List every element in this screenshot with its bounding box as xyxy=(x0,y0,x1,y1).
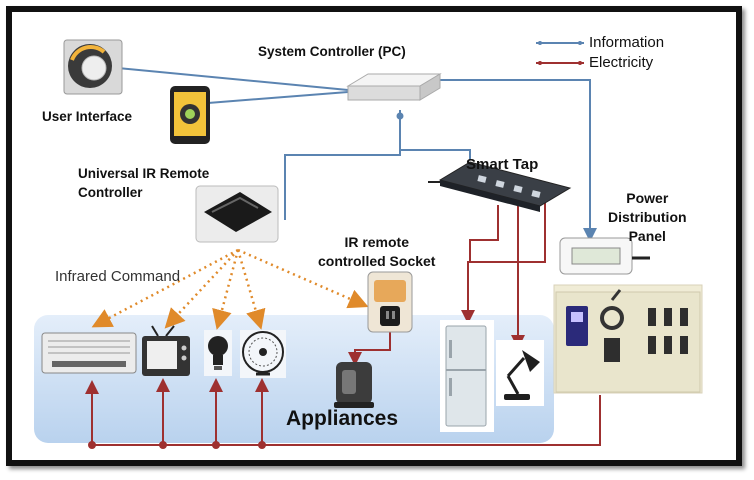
refrigerator-icon xyxy=(440,320,494,432)
system-controller-label: System Controller (PC) xyxy=(258,44,406,59)
fan-icon xyxy=(240,330,286,378)
ir-socket-icon xyxy=(368,272,412,332)
mobile-device-icon xyxy=(170,86,210,144)
legend-electricity-label: Electricity xyxy=(589,54,654,71)
user-interface-label: User Interface xyxy=(42,109,133,124)
smart-tap-label: Smart Tap xyxy=(466,156,539,173)
legend-information-label: Information xyxy=(589,34,665,51)
light-bulb-icon xyxy=(204,330,232,376)
appliances-label: Appliances xyxy=(286,407,399,430)
mini-pc-icon xyxy=(348,74,440,100)
universal-ir-remote-label: Universal IR Remote Controller xyxy=(78,166,210,200)
ir-socket-label: IR remote controlled Socket xyxy=(318,234,436,269)
legend-swatches xyxy=(536,41,584,65)
air-conditioner-icon xyxy=(42,333,136,373)
electric-kettle-icon xyxy=(334,362,374,408)
desk-lamp-icon xyxy=(496,340,544,406)
infrared-command-label: Infrared Command xyxy=(55,268,181,285)
power-panel-label: Power Distribution Panel xyxy=(608,190,687,244)
dial-knob-icon xyxy=(64,40,122,94)
distribution-panel-icon xyxy=(556,290,700,392)
